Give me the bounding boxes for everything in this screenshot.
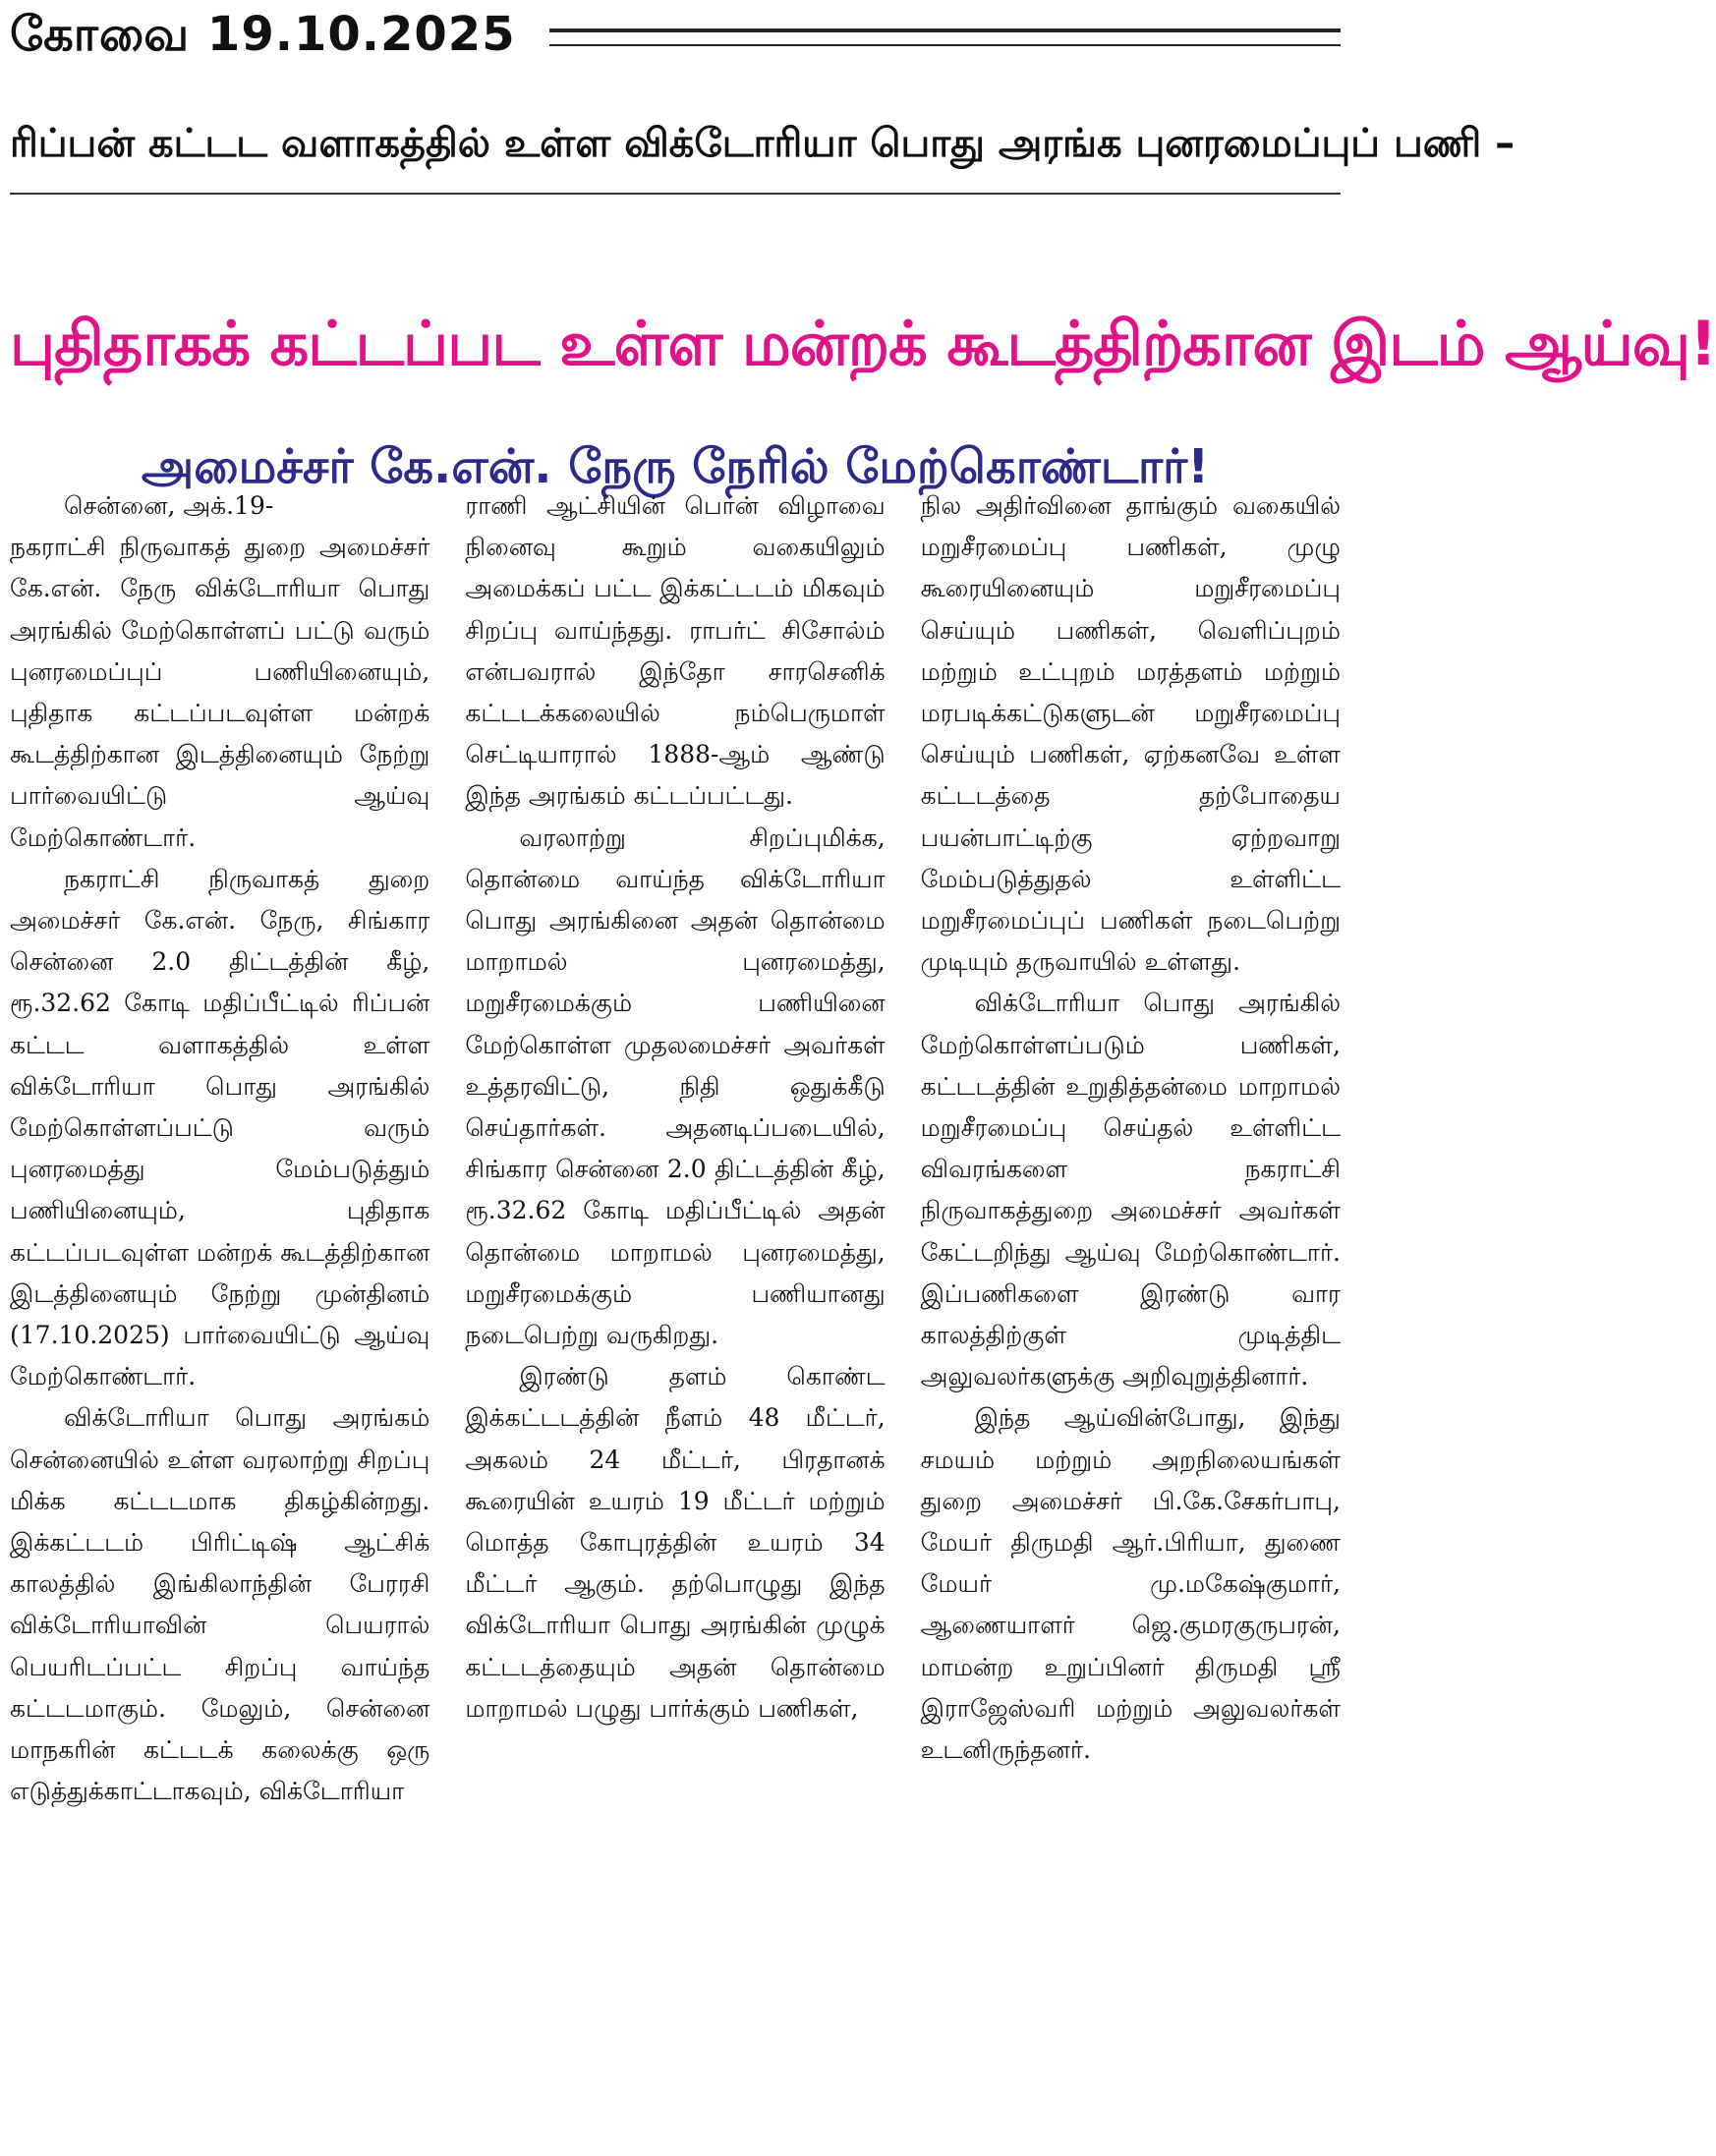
article-paragraph: நில அதிர்வினை தாங்கும் வகையில் மறுசீரமைப்பு பணிகள், முழு கூரையினையும் மறுசீரமைப்பு செய்யும் பணிகள், வெளிப்புறம் மற்றும் உட்புறம் மரத்தளம் மற்றும் மரபடிக்கட்டுகளுடன் மறுசீரமைப்பு செய்யும் பணிகள், ஏற்கனவே உள்ள கட்டடத்தை தற்போதைய பயன்பாட்டிற்கு ஏற்றவாறு மேம்படுத்துதல் உள்ளிட்ட மறுசீரமைப்புப் பணிகள் நடைபெற்று முடியும் தருவாயில் உள்ளது.	[920, 491, 1341, 977]
article-column-3	[921, 485, 1341, 2151]
article-paragraph: ராணி ஆட்சியின் பொன் விழாவை நினைவு கூறும் வகையிலும் அமைக்கப் பட்ட இக்கட்டடம் மிகவும் சிறப்பு வாய்ந்தது. ராபர்ட் சிசோல்ம் என்பவரால் இந்தோ சாரசெனிக் கட்டடக்கலையில் நம்பெருமாள் செட்டியாரால் 1888-ஆம் ஆண்டு இந்த அரங்கம் கட்டப்பட்டது.	[465, 491, 886, 811]
article-body	[10, 485, 1341, 2151]
article-column-1	[10, 485, 429, 2151]
subheadline: அமைச்சர் கே.என். நேரு நேரில் மேற்கொண்டார்!	[141, 438, 1210, 494]
article-paragraph: இரண்டு தளம் கொண்ட இக்கட்டடத்தின் நீளம் 48 மீட்டர், அகலம் 24 மீட்டர், பிரதானக் கூரையின் உயரம் 19 மீட்டர் மற்றும் மொத்த கோபுரத்தின் உயரம் 34 மீட்டர் ஆகும். தற்பொழுது இந்த விக்டோரியா பொது அரங்கின் முழுக் கட்டடத்தையும் அதன் தொன்மை மாறாமல் பழுது பார்க்கும் பணிகள்,	[465, 1362, 886, 1723]
dateline-text: கோவை 19.10.2025	[10, 7, 516, 62]
article-column-2	[465, 485, 885, 2151]
article-paragraph: நகராட்சி நிருவாகத் துறை அமைச்சர் கே.என். நேரு, சிங்கார சென்னை 2.0 திட்டத்தின் கீழ், ரூ.32.62 கோடி மதிப்பீட்டில் ரிப்பன் கட்டட வளாகத்தில் உள்ள விக்டோரியா பொது அரங்கில் மேற்கொள்ளப்பட்டு வரும் புனரமைத்து மேம்படுத்தும் பணியினையும், புதிதாக கட்டப்படவுள்ள மன்றக் கூடத்திற்கான இடத்தினையும் நேற்று முன்தினம் (17.10.2025) பார்வையிட்டு ஆய்வு மேற்கொண்டார்.	[10, 864, 430, 1391]
article-paragraph: இந்த ஆய்வின்போது, இந்து சமயம் மற்றும் அறநிலையங்கள் துறை அமைச்சர் பி.கே.சேகர்பாபு, மேயர் திருமதி ஆர்.பிரியா, துணை மேயர் மு.மகேஷ்குமார், ஆணையாளர் ஜெ.குமரகுருபரன், மாமன்ற உறுப்பினர் திருமதி ஸ்ரீ இராஜேஸ்வரி மற்றும் அலுவலர்கள் உடனிருந்தனர்.	[920, 1403, 1341, 1765]
headline: புதிதாகக் கட்டப்பட உள்ள மன்றக் கூடத்திற்கான இடம் ஆய்வு!	[10, 307, 1716, 379]
article-paragraph: நகராட்சி நிருவாகத் துறை அமைச்சர் கே.என். நேரு விக்டோரியா பொது அரங்கில் மேற்கொள்ளப் பட்டு வரும் புனரமைப்புப் பணியினையும், புதிதாக கட்டப்படவுள்ள மன்றக் கூடத்திற்கான இடத்தினையும் நேற்று பார்வையிட்டு ஆய்வு மேற்கொண்டார்.	[10, 533, 430, 852]
dateline-rule	[549, 28, 1341, 46]
place-date: சென்னை, அக்.19-	[64, 491, 274, 520]
article-paragraph: வரலாற்று சிறப்புமிக்க, தொன்மை வாய்ந்த விக்டோரியா பொது அரங்கினை அதன் தொன்மை மாறாமல் புனரமைத்து, மறுசீரமைக்கும் பணியினை மேற்கொள்ள முதலமைச்சர் அவர்கள் உத்தரவிட்டு, நிதி ஒதுக்கீடு செய்தார்கள். அதனடிப்படையில், சிங்கார சென்னை 2.0 திட்டத்தின் கீழ், ரூ.32.62 கோடி மதிப்பீட்டில் அதன் தொன்மை மாறாமல் புனரமைத்து, மறுசீரமைக்கும் பணியானது நடைபெற்று வருகிறது.	[465, 823, 886, 1350]
article-paragraph: விக்டோரியா பொது அரங்கில் மேற்கொள்ளப்படும் பணிகள், கட்டடத்தின் உறுதித்தன்மை மாறாமல் மறுசீரமைப்பு செய்தல் உள்ளிட்ட விவரங்களை நகராட்சி நிருவாகத்துறை அமைச்சர் அவர்கள் கேட்டறிந்து ஆய்வு மேற்கொண்டார். இப்பணிகளை இரண்டு வார காலத்திற்குள் முடித்திட அலுவலர்களுக்கு அறிவுறுத்தினார்.	[920, 989, 1341, 1391]
dateline-bar	[10, 6, 1341, 69]
article-paragraph: விக்டோரியா பொது அரங்கம் சென்னையில் உள்ள வரலாற்று சிறப்பு மிக்க கட்டடமாக திகழ்கின்றது. இக்கட்டடம் பிரிட்டிஷ் ஆட்சிக் காலத்தில் இங்கிலாந்தின் பேரரசி விக்டோரியாவின் பெயரால் பெயரிடப்பட்ட சிறப்பு வாய்ந்த கட்டடமாகும். மேலும், சென்னை மாநகரின் கட்டடக் கலைக்கு ஒரு எடுத்துக்காட்டாகவும், விக்டோரியா	[10, 1403, 430, 1806]
kicker-line: ரிப்பன் கட்டட வளாகத்தில் உள்ள விக்டோரியா பொது அரங்க புனரமைப்புப் பணி –	[10, 94, 1341, 195]
